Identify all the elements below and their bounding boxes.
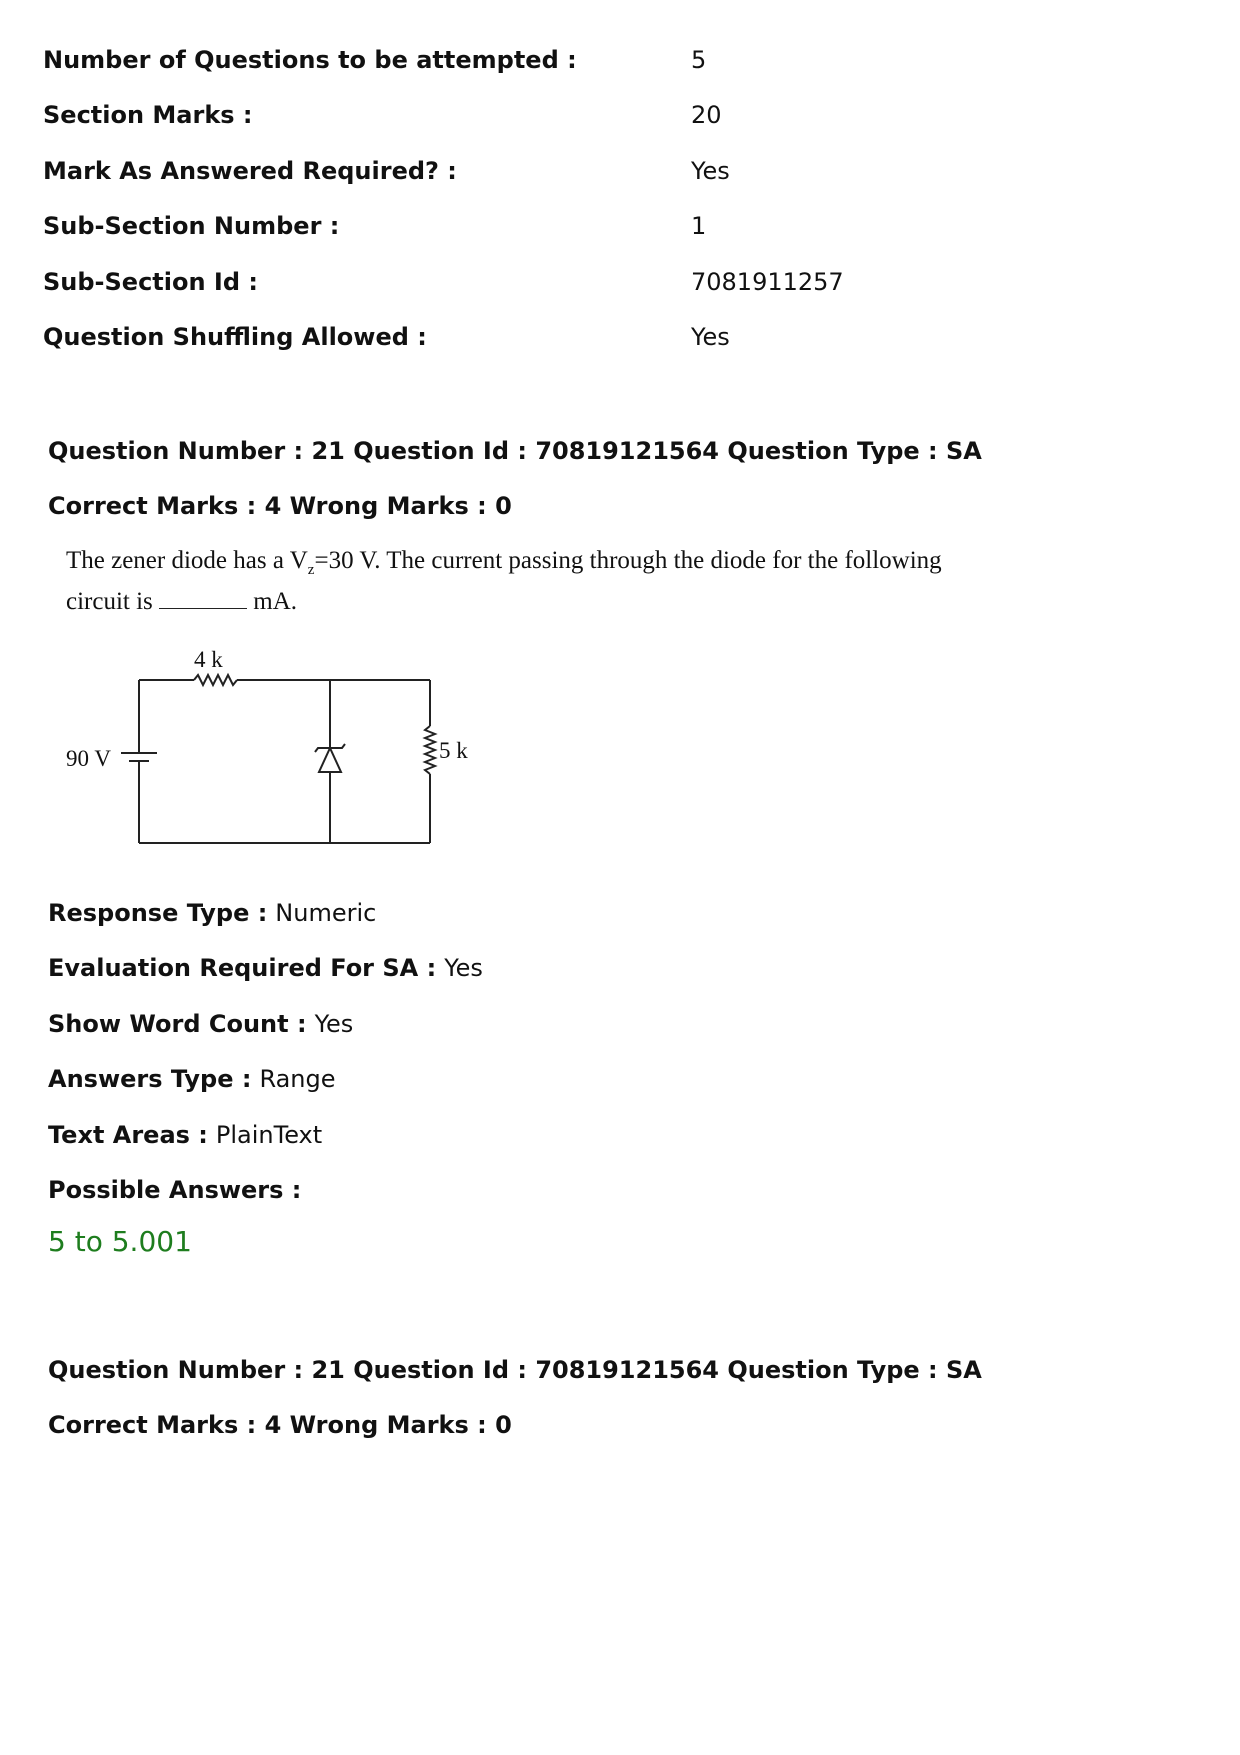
meta-row-sub-section-number [43, 199, 1143, 255]
section-meta-table [43, 32, 1143, 365]
question-text-subscript: z [307, 562, 315, 578]
question-text-line2-start: circuit is [66, 588, 153, 615]
meta-row-shuffling-allowed [43, 310, 1143, 366]
attr-label: Text Areas : [48, 1120, 208, 1149]
resistor-4k-label: 4 k [194, 647, 223, 672]
attr-response-type [48, 885, 1148, 941]
attr-value: Yes [314, 1009, 354, 1038]
attr-value: Yes [444, 954, 483, 983]
meta-label: Sub-Section Number : [43, 212, 340, 241]
meta-value: 20 [691, 101, 722, 130]
attr-label: Evaluation Required For SA : [48, 954, 437, 983]
question-header: Question Number : 21 Question Id : 70819121564 Question Type : SA [48, 436, 982, 465]
meta-value: Yes [691, 323, 730, 352]
attr-possible-answers [48, 1163, 1148, 1219]
meta-label: Sub-Section Id : [43, 267, 258, 296]
meta-row-questions-to-attempt [43, 32, 1143, 88]
attr-value: Numeric [275, 898, 377, 927]
possible-answer: 5 to 5.001 [48, 1225, 192, 1258]
meta-row-mark-as-answered [43, 143, 1143, 199]
attr-value: PlainText [215, 1120, 323, 1149]
next-question-marks: Correct Marks : 4 Wrong Marks : 0 [48, 1411, 512, 1440]
attr-evaluation-required [48, 941, 1148, 997]
question-text-part1: The zener diode has a V [66, 547, 308, 574]
question-header-block [48, 423, 1148, 534]
meta-value: Yes [691, 156, 730, 185]
attr-show-word-count [48, 996, 1148, 1052]
question-text-part2: =30 V. The current passing through the diode for the following [314, 547, 942, 574]
attr-label: Answers Type : [48, 1065, 252, 1094]
meta-label: Question Shuffling Allowed : [43, 323, 427, 352]
question-content [66, 545, 966, 875]
meta-row-section-marks [43, 88, 1143, 144]
meta-label: Mark As Answered Required? : [43, 156, 457, 185]
resistor-5k-label: 5 k [439, 738, 468, 763]
meta-value: 5 [691, 45, 707, 74]
resistor-5k [425, 726, 435, 774]
resistor-4k [194, 675, 237, 685]
attr-label: Show Word Count : [48, 1009, 307, 1038]
question-attributes [48, 885, 1148, 1218]
question-marks: Correct Marks : 4 Wrong Marks : 0 [48, 492, 512, 521]
meta-label: Number of Questions to be attempted : [43, 45, 577, 74]
attr-value: Range [259, 1065, 336, 1094]
attr-text-areas [48, 1107, 1148, 1163]
meta-label: Section Marks : [43, 101, 253, 130]
meta-value: 1 [691, 212, 707, 241]
attr-label: Possible Answers : [48, 1176, 302, 1205]
meta-value: 7081911257 [691, 267, 844, 296]
attr-answers-type [48, 1052, 1148, 1108]
meta-row-sub-section-id [43, 254, 1143, 310]
question-text [66, 545, 956, 618]
next-question-header: Question Number : 21 Question Id : 70819121564 Question Type : SA [48, 1355, 982, 1384]
answer-blank [159, 588, 247, 609]
zener-diode-triangle [319, 748, 341, 772]
next-question-header-block [48, 1342, 1148, 1453]
zener-circuit-diagram [66, 640, 486, 870]
question-text-line2-end: mA. [253, 588, 298, 615]
source-voltage-label: 90 V [66, 746, 111, 771]
attr-label: Response Type : [48, 898, 268, 927]
